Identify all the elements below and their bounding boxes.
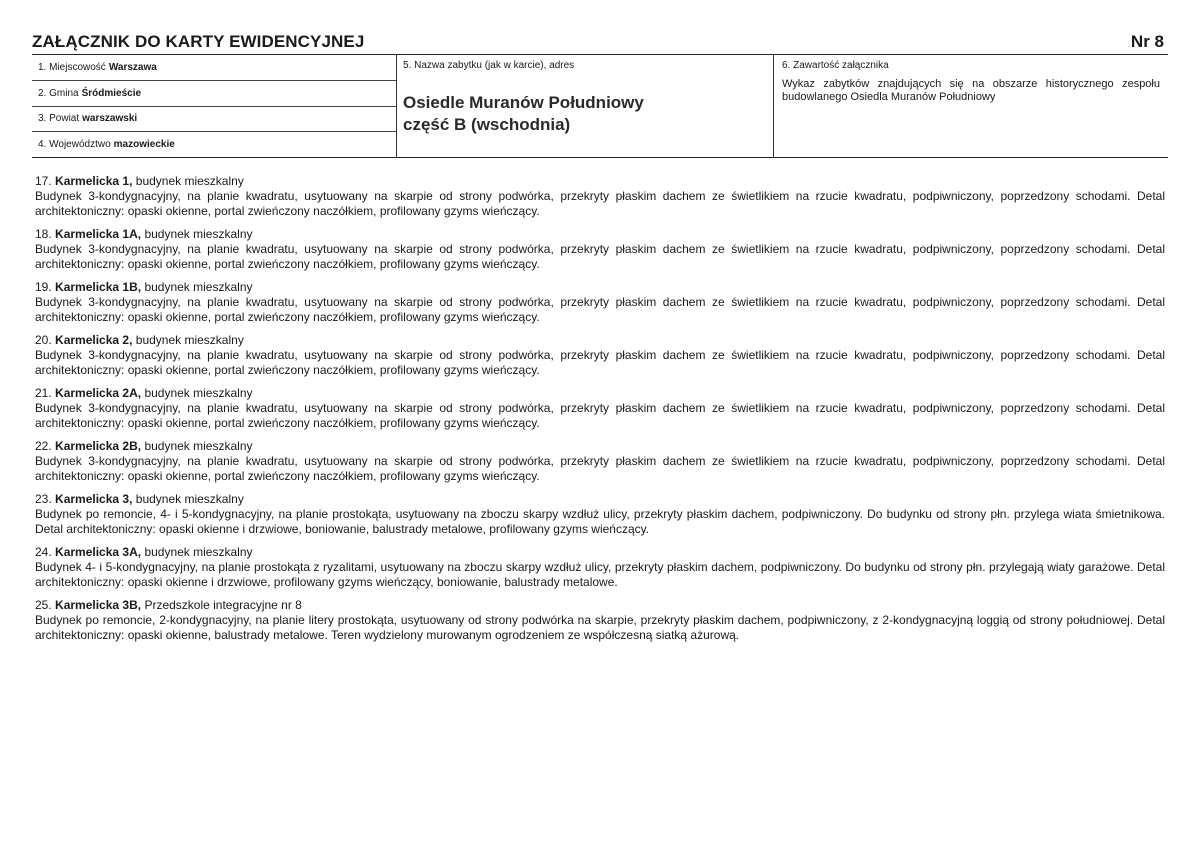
voivodeship-value: mazowieckie — [113, 139, 175, 151]
contents-text: Wykaz zabytków znajdujących się na obszarze historycznego zespołu budowlanego Osiedla Muranów Południowy — [782, 78, 1160, 103]
entry-description: Budynek 3-kondygnacyjny, na planie kwadratu, usytuowany na skarpie od strony podwórka, przekryty płaskim dachem ze świetlikiem na rzucie kwadratu, podpiwniczony, poprzedzony schodami. Detal architektoniczny: opaski okienne, portal zwieńczony naczółkiem, profilowany gzyms wieńczący. — [35, 401, 1165, 430]
entry-heading — [35, 545, 1165, 560]
entry-number: 24. — [35, 545, 52, 559]
locality-value: Warszawa — [108, 61, 157, 73]
entry-number: 19. — [35, 280, 52, 294]
list-item — [35, 492, 1165, 537]
entry-type: budynek mieszkalny — [144, 545, 253, 559]
entry-type: budynek mieszkalny — [135, 492, 244, 506]
entry-description: Budynek 3-kondygnacyjny, na planie kwadratu, usytuowany na skarpie od strony podwórka, przekryty płaskim dachem ze świetlikiem na rzucie kwadratu, podpiwniczony, poprzedzony schodami. Detal architektoniczny: opaski okienne, portal zwieńczony naczółkiem, profilowany gzyms wieńczący. — [35, 242, 1165, 271]
entry-description: Budynek po remoncie, 4- i 5-kondygnacyjny, na planie prostokąta, usytuowany na zboczu skarpy wzdłuż ulicy, przekryty płaskim dachem, podpiwniczony. Do budynku od strony płn. przylega wiata śmietnikowa. Detal architektoniczny: opaski okienne i drzwiowe, boniowanie, balustrady metalowe, profilowany gzyms wieńczący. — [35, 507, 1165, 536]
document-title: ZAŁĄCZNIK DO KARTY EWIDENCYJNEJ — [32, 32, 365, 51]
entry-number: 25. — [35, 598, 52, 612]
entry-description: Budynek 3-kondygnacyjny, na planie kwadratu, usytuowany na skarpie od strony podwórka, przekryty płaskim dachem ze świetlikiem na rzucie kwadratu, podpiwniczony, poprzedzony schodami. Detal architektoniczny: opaski okienne, portal zwieńczony naczółkiem, profilowany gzyms wieńczący. — [35, 454, 1165, 483]
entry-heading — [35, 386, 1165, 401]
entry-name: Karmelicka 1B, — [55, 280, 142, 294]
monument-name-line2: część B (wschodnia) — [403, 115, 571, 134]
entry-number: 22. — [35, 439, 52, 453]
document-number: Nr 8 — [1130, 32, 1164, 51]
entry-heading — [35, 439, 1165, 454]
municipality-label: 2. Gmina — [38, 87, 79, 99]
entry-heading — [35, 227, 1165, 242]
entry-number: 20. — [35, 333, 52, 347]
entry-name: Karmelicka 3B, — [55, 598, 142, 612]
entry-name: Karmelicka 3A, — [55, 545, 142, 559]
entry-description: Budynek 4- i 5-kondygnacyjny, na planie prostokąta z ryzalitami, usytuowany na zboczu skarpy wzdłuż ulicy, przekryty płaskim dachem, podpiwniczony. Do budynku od strony płn. przylegają wiaty garażowe. Detal architektoniczny: opaski okienne i drzwiowe, profilowany gzyms wieńczący, boniowanie, balustrady metalowe. — [35, 560, 1165, 589]
contents-column — [774, 55, 1168, 157]
entry-number: 18. — [35, 227, 52, 241]
entry-description: Budynek 3-kondygnacyjny, na planie kwadratu, usytuowany na skarpie od strony podwórka, przekryty płaskim dachem ze świetlikiem na rzucie kwadratu, podpiwniczony, poprzedzony schodami. Detal architektoniczny: opaski okienne, portal zwieńczony naczółkiem, profilowany gzyms wieńczący. — [35, 295, 1165, 324]
county-label: 3. Powiat — [38, 113, 80, 125]
list-item — [35, 545, 1165, 590]
entry-name: Karmelicka 1A, — [55, 227, 142, 241]
entry-number: 17. — [35, 174, 52, 188]
location-column — [32, 55, 397, 157]
voivodeship-label: 4. Województwo — [38, 139, 111, 151]
list-item — [35, 174, 1165, 219]
entry-name: Karmelicka 1, — [55, 174, 133, 188]
entry-name: Karmelicka 2, — [55, 333, 133, 347]
monument-name-line1: Osiedle Muranów Południowy — [403, 93, 644, 112]
county-cell — [32, 107, 396, 133]
entry-type: budynek mieszkalny — [135, 174, 244, 188]
header-table — [32, 54, 1168, 158]
entry-name: Karmelicka 3, — [55, 492, 133, 506]
list-item — [35, 227, 1165, 272]
entry-heading — [35, 280, 1165, 295]
entry-type: budynek mieszkalny — [144, 280, 253, 294]
title-row — [32, 28, 1168, 52]
entry-description: Budynek 3-kondygnacyjny, na planie kwadratu, usytuowany na skarpie od strony podwórka, przekryty płaskim dachem ze świetlikiem na rzucie kwadratu, podpiwniczony, poprzedzony schodami. Detal architektoniczny: opaski okienne, portal zwieńczony naczółkiem, profilowany gzyms wieńczący. — [35, 348, 1165, 377]
list-item — [35, 333, 1165, 378]
entry-number: 23. — [35, 492, 52, 506]
entry-type: budynek mieszkalny — [144, 439, 253, 453]
monument-name — [403, 92, 767, 136]
list-item — [35, 386, 1165, 431]
document-page — [32, 28, 1168, 651]
entry-heading — [35, 492, 1165, 507]
contents-label: 6. Zawartość załącznika — [782, 60, 889, 71]
entry-name: Karmelicka 2B, — [55, 439, 142, 453]
locality-label: 1. Miejscowość — [38, 61, 106, 73]
list-item — [35, 439, 1165, 484]
municipality-cell — [32, 81, 396, 107]
monument-label: 5. Nazwa zabytku (jak w karcie), adres — [403, 60, 575, 71]
voivodeship-cell — [32, 132, 396, 157]
locality-cell — [32, 55, 396, 81]
entry-type: budynek mieszkalny — [144, 227, 253, 241]
monument-column — [397, 55, 774, 157]
list-item — [35, 598, 1165, 643]
entry-type: budynek mieszkalny — [144, 386, 253, 400]
entry-number: 21. — [35, 386, 52, 400]
municipality-value: Śródmieście — [81, 87, 142, 99]
entry-heading — [35, 174, 1165, 189]
list-item — [35, 280, 1165, 325]
county-value: warszawski — [82, 113, 138, 125]
entries-list — [32, 174, 1168, 643]
entry-description: Budynek 3-kondygnacyjny, na planie kwadratu, usytuowany na skarpie od strony podwórka, przekryty płaskim dachem ze świetlikiem na rzucie kwadratu, podpiwniczony, poprzedzony schodami. Detal architektoniczny: opaski okienne, portal zwieńczony naczółkiem, profilowany gzyms wieńczący. — [35, 189, 1165, 218]
entry-description: Budynek po remoncie, 2-kondygnacyjny, na planie litery prostokąta, usytuowany od strony podwórka na skarpie, przekryty płaskim dachem, podpiwniczony, z 2-kondygnacyjną loggią od strony południowej. Detal architektoniczny: opaski okienne, balustrady metalowe. Teren wydzielony murowanym ogrodzeniem ze współczesną siatką ażurową. — [35, 613, 1165, 642]
entry-heading — [35, 333, 1165, 348]
entry-type: budynek mieszkalny — [135, 333, 244, 347]
entry-name: Karmelicka 2A, — [55, 386, 142, 400]
entry-type: Przedszkole integracyjne nr 8 — [144, 598, 302, 612]
entry-heading — [35, 598, 1165, 613]
